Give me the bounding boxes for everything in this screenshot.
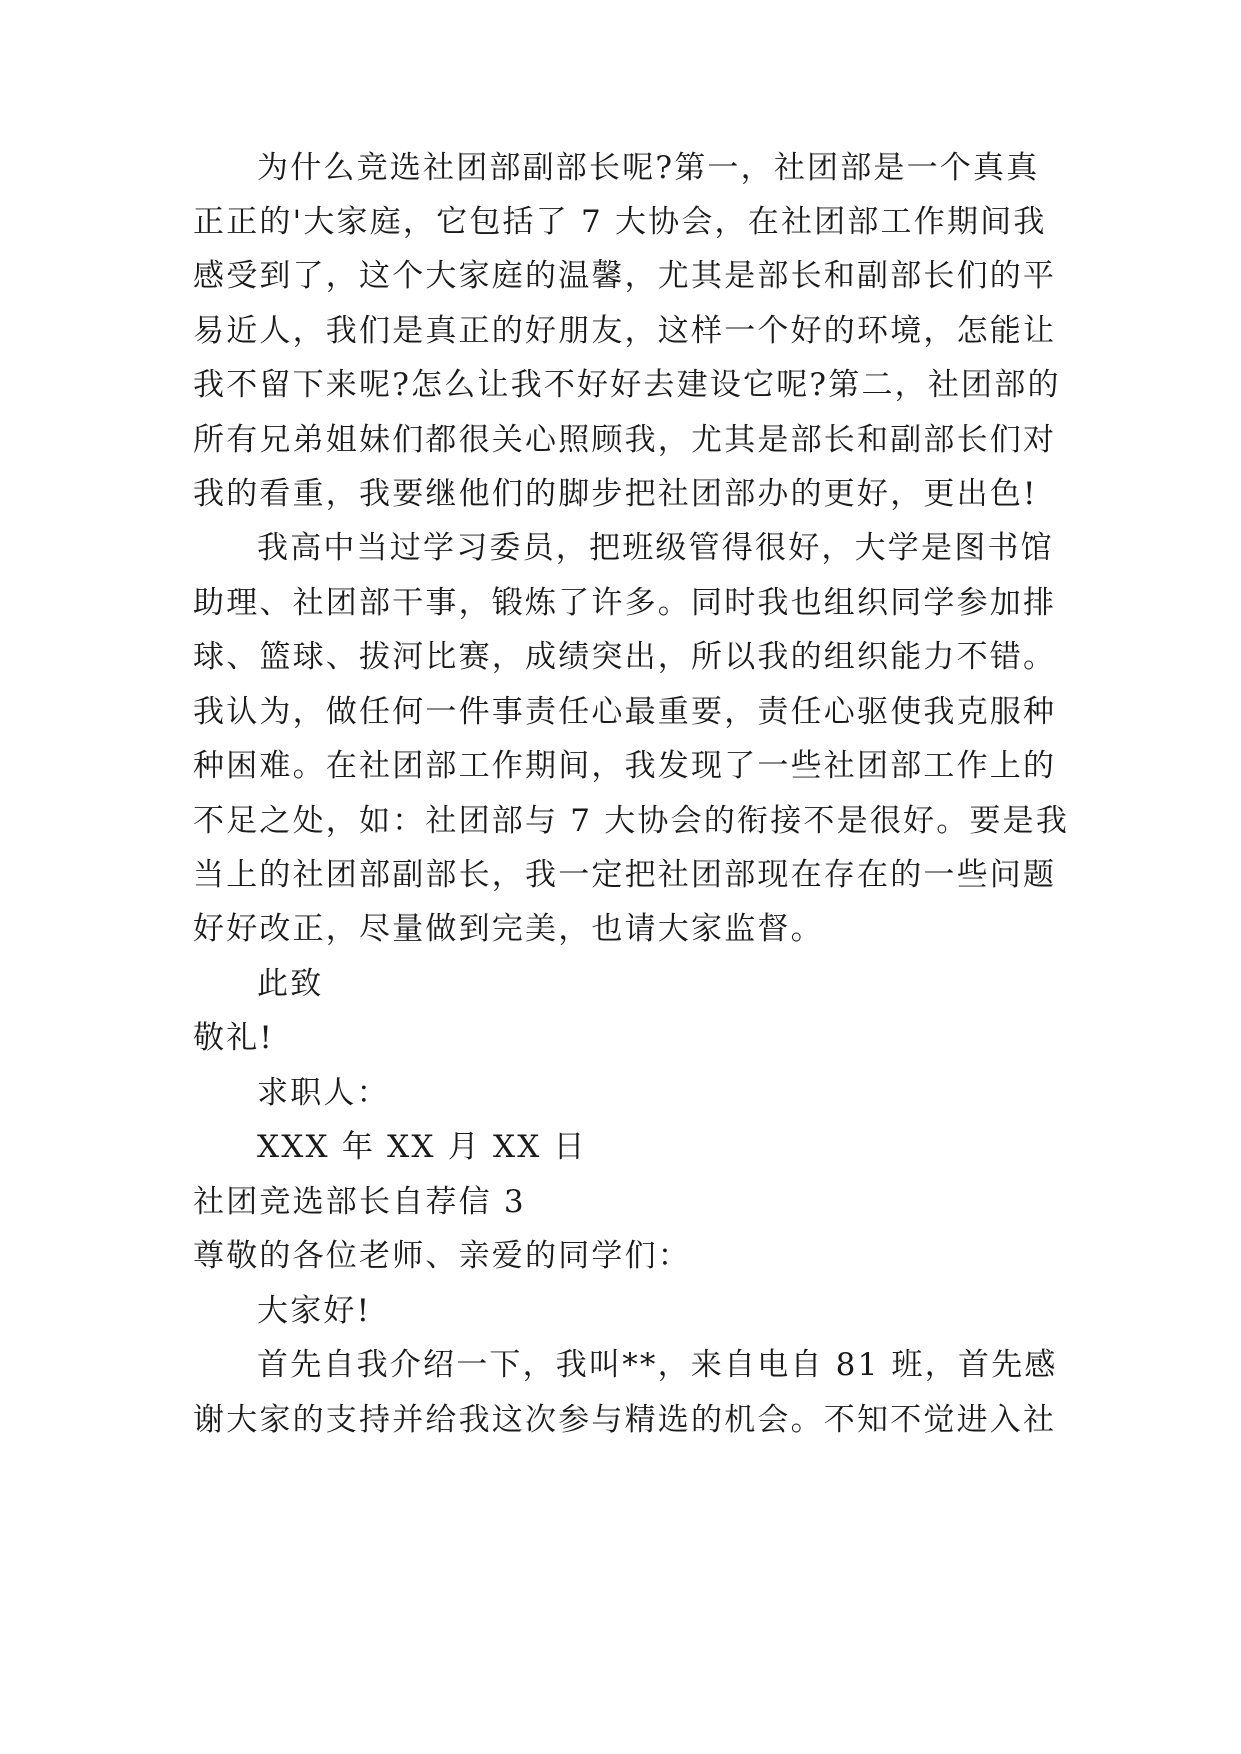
signature-date: XXX 年 XX 月 XX 日 bbox=[257, 1129, 587, 1165]
paragraph-1-line-7: 我的看重，我要继他们的脚步把社团部办的更好，更出色! bbox=[193, 476, 1038, 512]
paragraph-2-line-2: 助理、社团部干事，锻炼了许多。同时我也组织同学参加排 bbox=[193, 585, 1057, 621]
paragraph-1-line-3: 感受到了，这个大家庭的温馨，尤其是部长和副部长们的平 bbox=[193, 258, 1057, 294]
paragraph-1-line-1: 为什么竞选社团部副部长呢?第一，社团部是一个真真 bbox=[257, 150, 1040, 186]
paragraph-1-line-4: 易近人，我们是真正的好朋友，这样一个好的环境，怎能让 bbox=[193, 313, 1057, 349]
paragraph-2-line-5: 种困难。在社团部工作期间，我发现了一些社团部工作上的 bbox=[193, 748, 1057, 784]
closing-regards: 敬礼! bbox=[193, 1020, 275, 1056]
paragraph-3-line-1: 首先自我介绍一下，我叫**，来自电自 81 班，首先感 bbox=[257, 1347, 1058, 1383]
paragraph-1-line-2: 正正的'大家庭，它包括了 7 大协会，在社团部工作期间我 bbox=[193, 204, 1047, 240]
paragraph-2-line-7: 当上的社团部副部长，我一定把社团部现在存在的一些问题 bbox=[193, 857, 1057, 893]
greeting-hello: 大家好! bbox=[257, 1293, 372, 1329]
paragraph-2-line-6: 不足之处，如：社团部与 7 大协会的衔接不是很好。要是我 bbox=[193, 803, 1070, 839]
signature-label: 求职人： bbox=[257, 1075, 390, 1111]
letter-title: 社团竞选部长自荐信 3 bbox=[193, 1184, 526, 1220]
paragraph-1-line-5: 我不留下来呢?怎么让我不好好去建设它呢?第二，社团部的 bbox=[193, 367, 1061, 403]
paragraph-2-line-1: 我高中当过学习委员，把班级管得很好，大学是图书馆 bbox=[257, 530, 1054, 566]
closing-salutation: 此致 bbox=[257, 966, 324, 1002]
greeting: 尊敬的各位老师、亲爱的同学们： bbox=[193, 1238, 691, 1274]
paragraph-3-line-2: 谢大家的支持并给我这次参与精选的机会。不知不觉进入社 bbox=[193, 1402, 1057, 1438]
paragraph-2-line-8: 好好改正，尽量做到完美，也请大家监督。 bbox=[193, 911, 824, 947]
paragraph-1-line-6: 所有兄弟姐妹们都很关心照顾我，尤其是部长和副部长们对 bbox=[193, 422, 1057, 458]
paragraph-2-line-3: 球、篮球、拔河比赛，成绩突出，所以我的组织能力不错。 bbox=[193, 639, 1057, 675]
paragraph-2-line-4: 我认为，做任何一件事责任心最重要，责任心驱使我克服种 bbox=[193, 694, 1057, 730]
